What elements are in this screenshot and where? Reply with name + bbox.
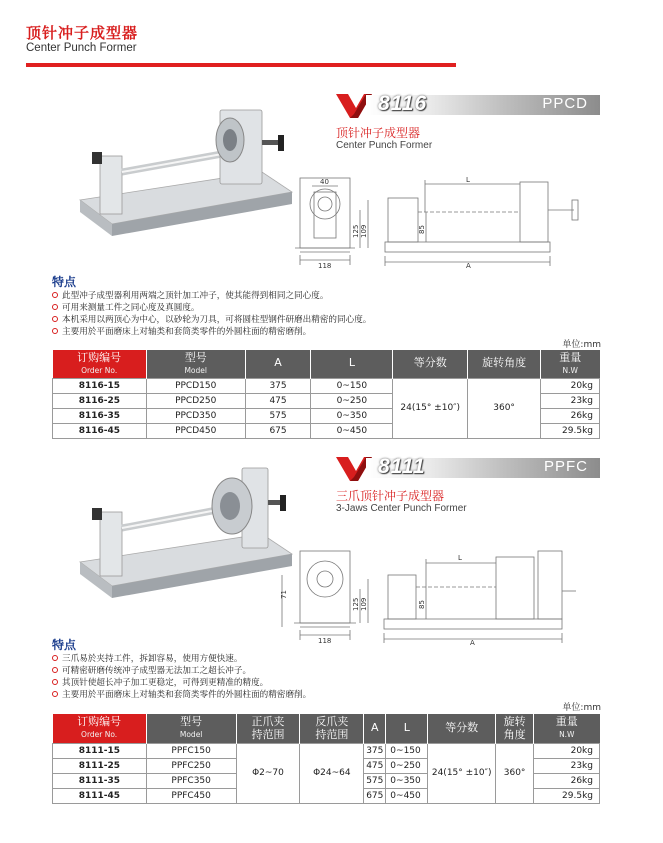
spec-table-8116 [52,350,600,439]
col-divisions: 等分数 [393,350,468,378]
feature-item: 主要用於平面磨床上对轴类和套筒类零件的外圆柱面的精密磨削。 [52,326,371,338]
product-subtitle-cn: 顶针冲子成型器 [336,126,421,140]
col-a: A [245,350,311,378]
product-subtitle-en: Center Punch Former [336,140,433,151]
col-rev-jaw: 反爪夹 持范围 [300,714,364,743]
col-order: 订购编号 Order No. [53,350,147,378]
bullet-circle-icon [52,655,58,661]
dim-A: A [470,639,475,647]
dim-109: 109 [360,597,368,611]
table-row: 8116-25 PPCD250 475 0~250 23kg [53,393,600,408]
bullet-circle-icon [52,667,58,673]
col-divisions: 等分数 [428,714,496,743]
banner-code: PPCD [542,95,588,112]
product-banner-8116 [336,92,600,118]
unit-label: 单位:mm [562,340,601,350]
feature-item: 三爪易於夹持工件，拆卸容易，使用方便快速。 [52,653,311,665]
table-row: 8111-15 PPFC150 Φ2~70 Φ24~64 375 0~150 24(15° ±10″) 360° 20kg [53,743,600,758]
unit-label: 单位:mm [562,703,601,713]
dim-125: 125 [352,597,360,611]
feature-item: 本机采用以两顶心为中心，以砂轮为刀具，可将圆柱型钢件研磨出精密的同心度。 [52,314,371,326]
banner-code: PPFC [543,458,588,475]
bullet-circle-icon [52,304,58,310]
feature-item: 主要用於平面磨床上对轴类和套筒类零件的外圆柱面的精密磨削。 [52,689,311,701]
page-title: 顶针冲子成型器 [26,24,139,42]
features-list [52,290,371,338]
product-banner-8111 [336,455,600,481]
product-subtitle-en: 3-Jaws Center Punch Former [336,503,467,514]
banner-number: 8111 [378,455,426,478]
bullet-circle-icon [52,691,58,697]
col-pos-jaw: 正爪夹 持范围 [236,714,300,743]
features-heading: 特点 [52,275,77,289]
bullet-circle-icon [52,328,58,334]
col-rotation: 旋转 角度 [496,714,534,743]
title-underline [26,63,456,67]
table-row: 8111-45 PPFC450 675 0~450 29.5kg [53,788,600,803]
dim-125: 125 [352,224,360,238]
product-photo-8116 [72,100,297,235]
rotation-value: 360° [468,378,541,438]
col-weight: 重量 N.W [534,714,600,743]
feature-item: 可精密研磨传统冲子成型器无法加工之超长冲子。 [52,665,311,677]
feature-item: 此型冲子成型器利用两端之顶针加工冲子，使其能得到相同之同心度。 [52,290,371,302]
col-model: 型号 Model [146,350,245,378]
dim-85: 85 [418,600,426,609]
dim-118: 118 [318,637,332,645]
features-heading: 特点 [52,638,77,652]
features-list [52,653,311,701]
dim-85: 85 [418,225,426,234]
col-l: L [311,350,393,378]
product-subtitle-cn: 三爪顶针冲子成型器 [336,489,445,503]
pos-jaw-value: Φ2~70 [236,743,300,803]
page-subtitle: Center Punch Former [26,42,137,54]
feature-item: 其顶针使超长冲子加工更稳定，可得到更精准的精度。 [52,677,311,689]
spec-table-8111 [52,714,600,804]
technical-drawing-8116 [290,170,580,270]
divisions-value: 24(15° ±10″) [428,743,496,803]
dim-L: L [458,554,462,562]
technical-drawing-8111 [276,545,576,645]
col-weight: 重量 N.W [541,350,600,378]
col-model: 型号 Model [146,714,236,743]
table-row: 8116-35 PPCD350 575 0~350 26kg [53,408,600,423]
dim-109: 109 [360,224,368,238]
divisions-value: 24(15° ±10″) [393,378,468,438]
bullet-circle-icon [52,316,58,322]
dim-118: 118 [318,262,332,270]
feature-item: 可用来测量工件之同心度及真圆度。 [52,302,371,314]
rotation-value: 360° [496,743,534,803]
table-row: 8116-15 PPCD150 375 0~150 24(15° ±10″) 360° 20kg [53,378,600,393]
table-row: 8111-25 PPFC250 475 0~250 23kg [53,758,600,773]
bullet-circle-icon [52,679,58,685]
dim-71: 71 [280,590,288,599]
product-photo-8111 [72,462,297,597]
col-rotation: 旋转角度 [468,350,541,378]
banner-number: 8116 [378,92,428,115]
dim-40: 40 [320,178,329,186]
rev-jaw-value: Φ24~64 [300,743,364,803]
col-order: 订购编号 Order No. [53,714,147,743]
dim-L: L [466,176,470,184]
table-row: 8111-35 PPFC350 575 0~350 26kg [53,773,600,788]
col-l: L [386,714,428,743]
bullet-circle-icon [52,292,58,298]
table-row: 8116-45 PPCD450 675 0~450 29.5kg [53,423,600,438]
col-a: A [364,714,386,743]
dim-A: A [466,262,471,270]
